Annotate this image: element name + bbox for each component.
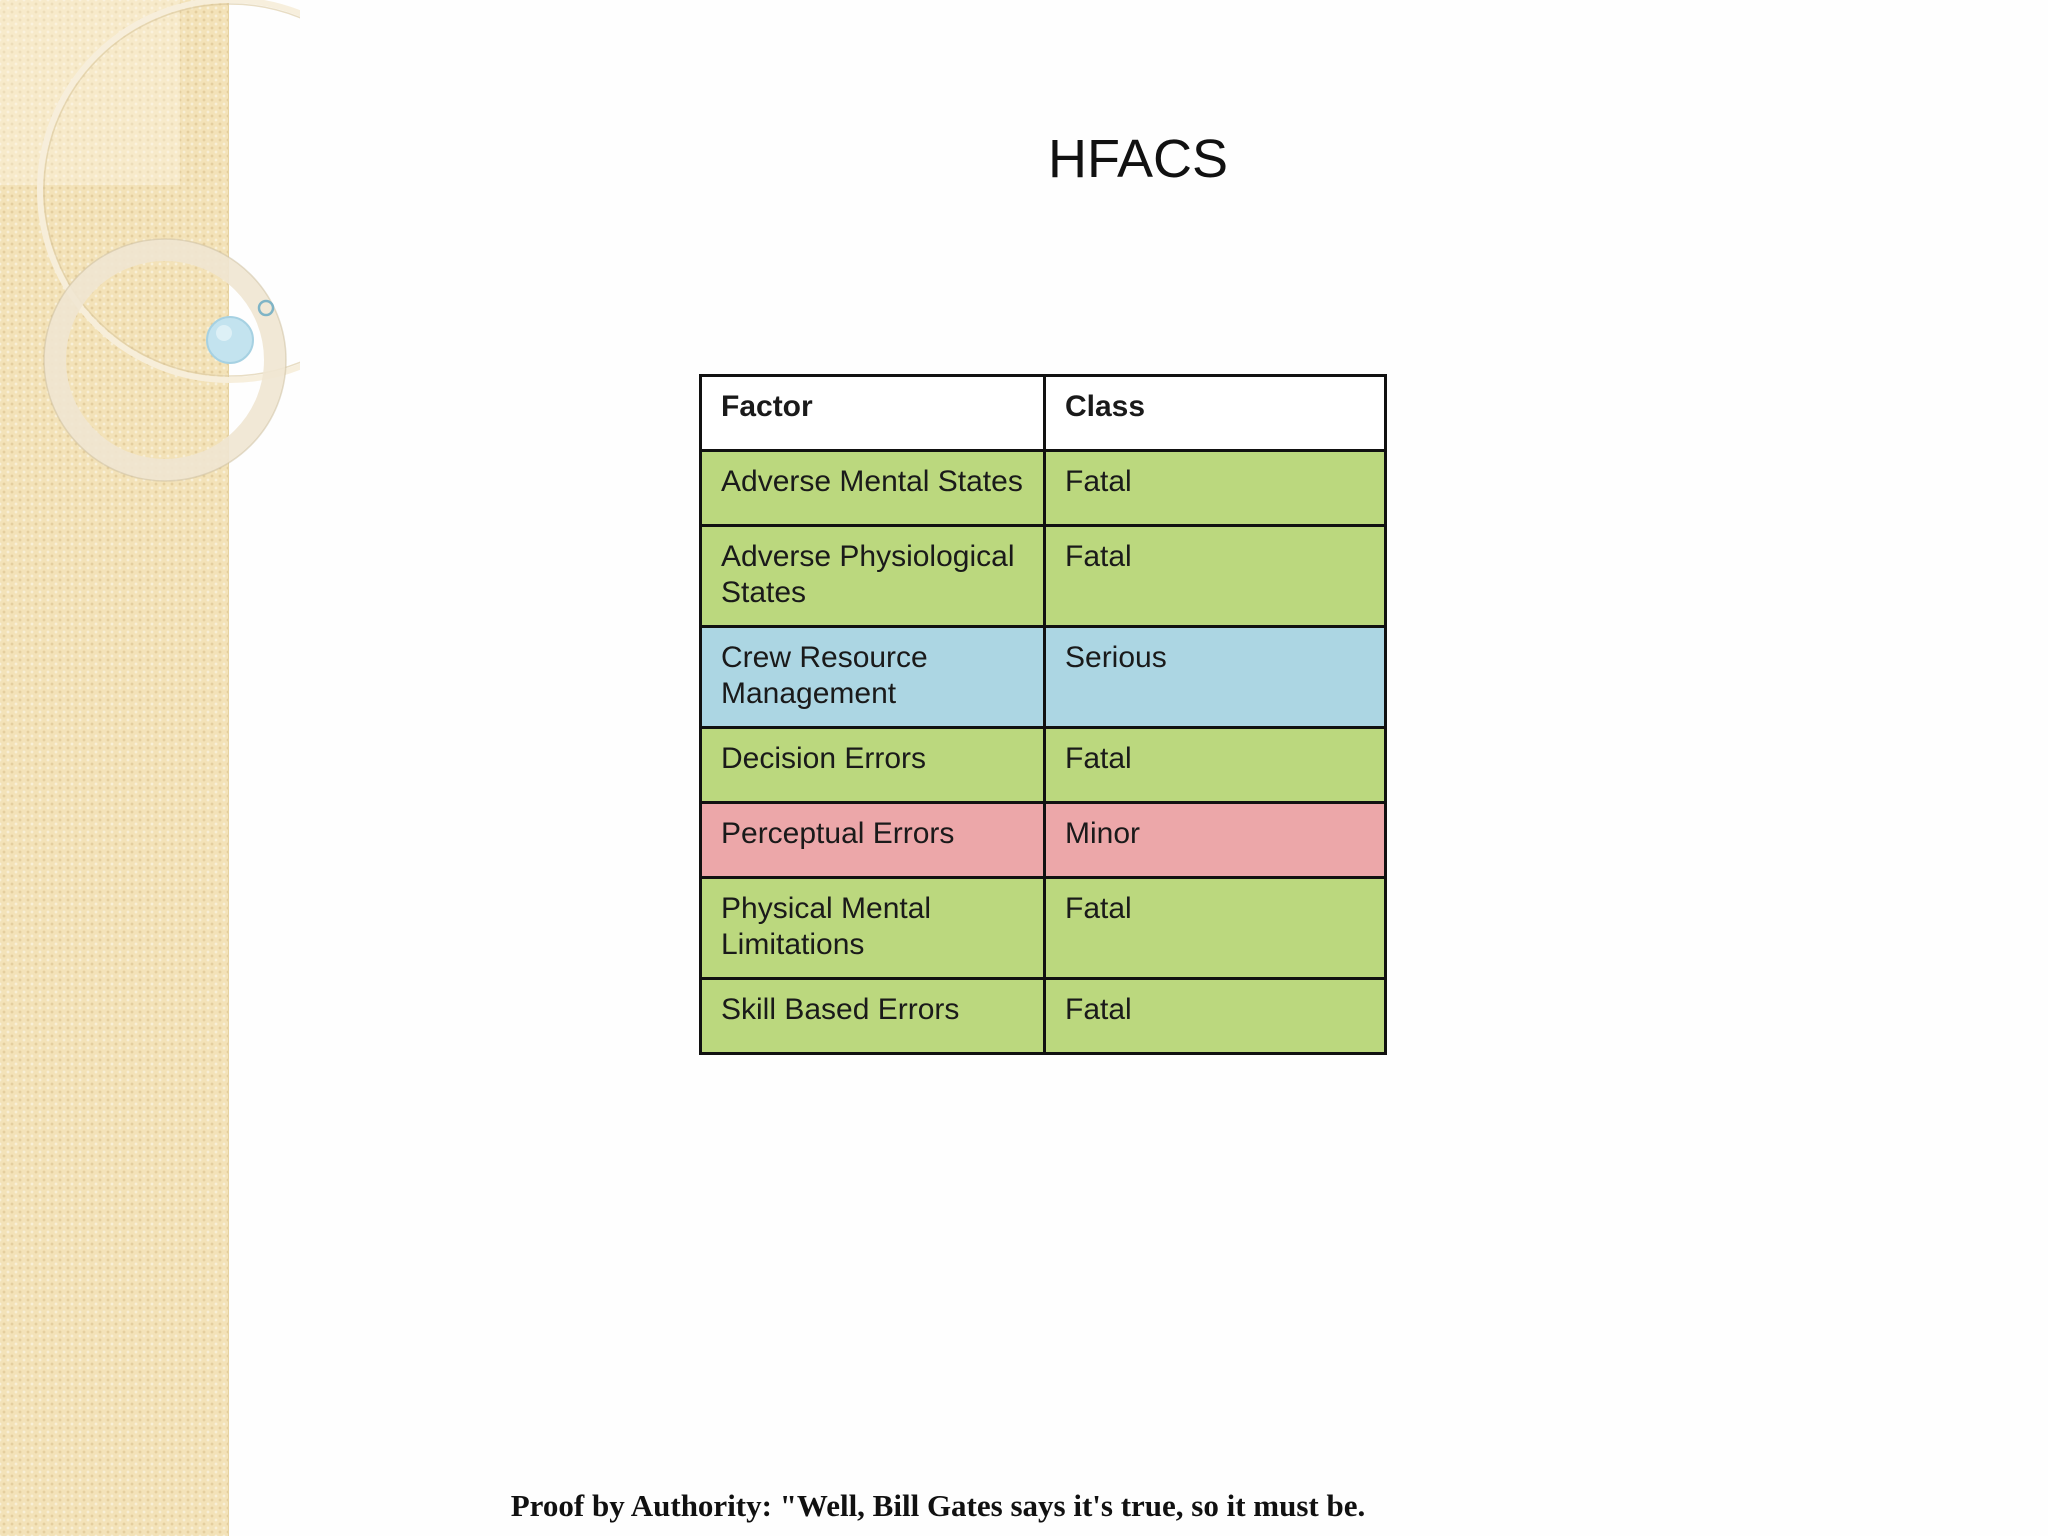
hfacs-table <box>699 374 1387 1055</box>
factor-cell: Adverse Mental States <box>701 451 1045 526</box>
table-header-row <box>701 376 1386 451</box>
table-row <box>701 979 1386 1054</box>
table-row <box>701 627 1386 728</box>
decorative-rings-graphic <box>0 0 300 520</box>
class-cell: Fatal <box>1045 878 1386 979</box>
header-class: Class <box>1045 376 1386 451</box>
class-cell: Serious <box>1045 627 1386 728</box>
table-row <box>701 451 1386 526</box>
header-factor: Factor <box>701 376 1045 451</box>
class-cell: Fatal <box>1045 979 1386 1054</box>
factor-cell: Skill Based Errors <box>701 979 1045 1054</box>
factor-cell: Crew Resource Management <box>701 627 1045 728</box>
factor-cell: Decision Errors <box>701 728 1045 803</box>
factor-cell: Perceptual Errors <box>701 803 1045 878</box>
factor-cell: Physical Mental Limitations <box>701 878 1045 979</box>
factor-cell: Adverse Physiological States <box>701 526 1045 627</box>
table-row <box>701 526 1386 627</box>
table-row <box>701 728 1386 803</box>
table-row <box>701 878 1386 979</box>
class-cell: Fatal <box>1045 451 1386 526</box>
table-row <box>701 803 1386 878</box>
class-cell: Minor <box>1045 803 1386 878</box>
class-cell: Fatal <box>1045 728 1386 803</box>
class-cell: Fatal <box>1045 526 1386 627</box>
slide-title: HFACS <box>1047 129 1229 189</box>
footer-quote: Proof by Authority: "Well, Bill Gates says it's true, so it must be. <box>510 1488 1366 1523</box>
